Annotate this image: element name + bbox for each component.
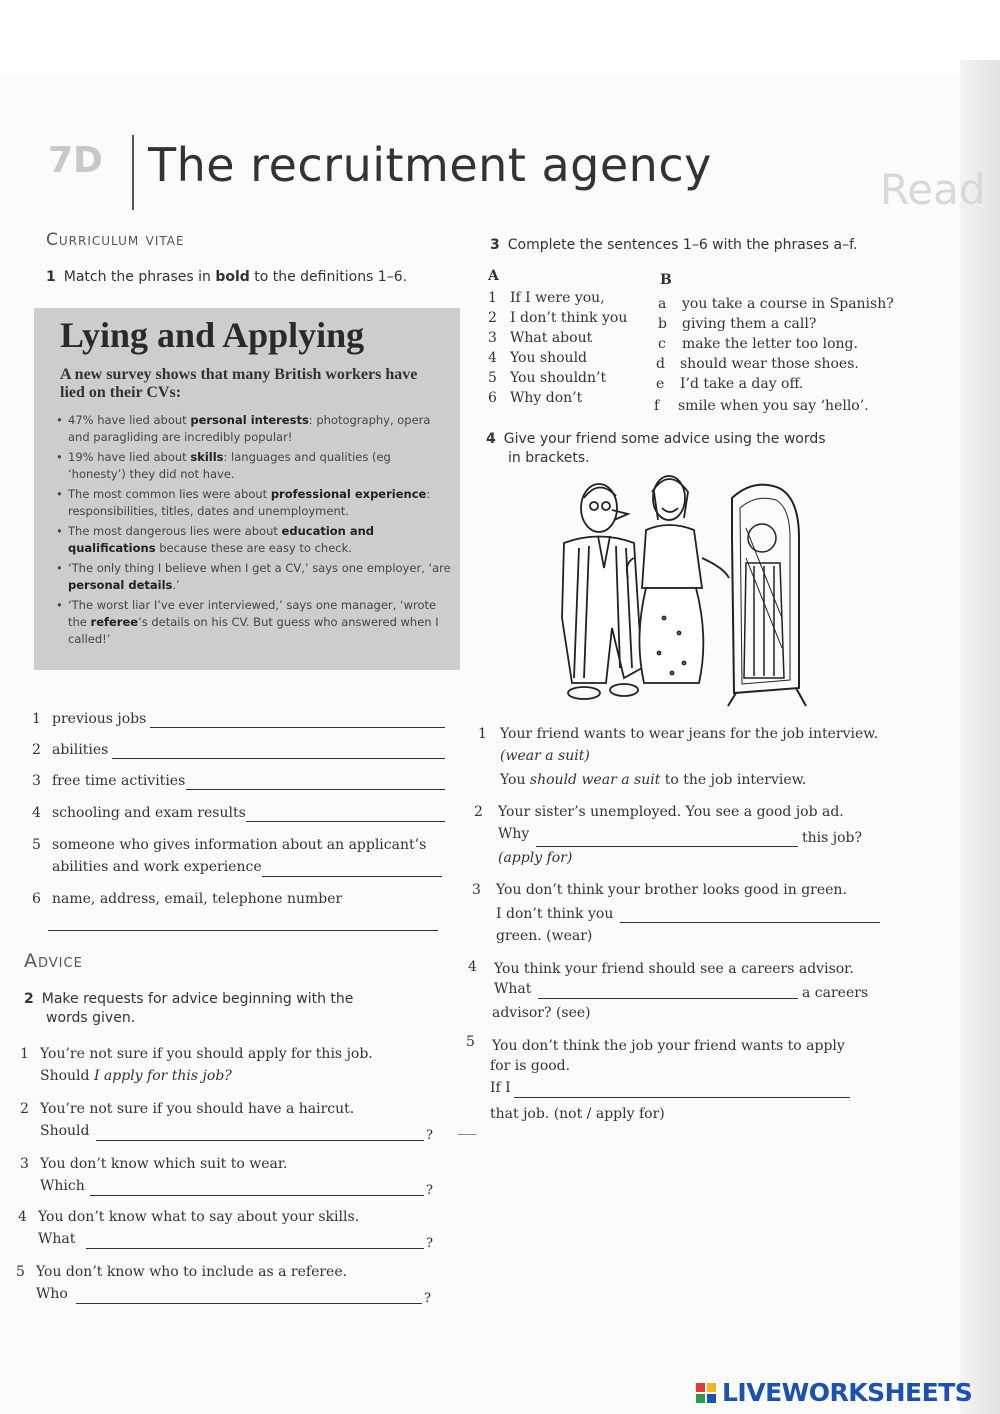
definition-text: free time activities <box>52 773 186 789</box>
a-item: 1 If I were you, <box>488 290 605 306</box>
item-start: I don’t think you <box>496 906 614 922</box>
item-number: 5 <box>32 837 41 853</box>
item-hint: advisor? (see) <box>492 1005 591 1021</box>
item-number: 1 <box>478 726 487 742</box>
item-prompt: for is good. <box>490 1058 571 1074</box>
definition-text: previous jobs <box>52 711 147 727</box>
definition-row <box>32 836 452 876</box>
item-start: What <box>38 1231 76 1247</box>
a-item: 6 Why don’t <box>488 390 583 406</box>
item-start: Why <box>498 826 530 842</box>
item-number: 1 <box>20 1046 29 1062</box>
item-end: this job? <box>802 830 862 846</box>
bullet-item: • The most common lies were about professional experience: responsibilities, titles, dates and unemployment. <box>56 487 431 518</box>
item-prompt: Your sister’s unemployed. You see a good job ad. <box>498 804 844 820</box>
bullet-item: • The most dangerous lies were about education and qualifications because these are easy to check. <box>56 524 375 555</box>
section-heading-cv: Curriculum vitae <box>46 230 185 250</box>
answer-line-1-5[interactable] <box>262 876 442 877</box>
man-figure <box>562 484 642 699</box>
example-answer: You should wear a suit to the job interview. <box>500 772 807 788</box>
b-item: d should wear those shoes. <box>656 356 859 372</box>
scan-mark <box>458 1134 476 1135</box>
item-start: If I <box>490 1080 511 1096</box>
item-number: 4 <box>468 959 477 975</box>
question-mark: ? <box>424 1291 431 1306</box>
bleed-through-heading: Read <box>880 165 986 214</box>
item-number: 3 <box>472 882 481 898</box>
item-prompt: You’re not sure if you should have a haircut. <box>40 1101 355 1117</box>
item-start: What <box>494 981 532 997</box>
advice-4-item-3 <box>472 878 882 950</box>
item-prompt: You don’t know what to say about your skills. <box>38 1209 360 1225</box>
instruction-text: in brackets. <box>508 450 590 466</box>
question-mark: ? <box>426 1128 433 1143</box>
answer-line-4-4[interactable] <box>538 998 798 999</box>
advice-item <box>16 1263 436 1303</box>
advice-item <box>20 1045 440 1085</box>
item-prompt: You don’t know who to include as a referee. <box>36 1264 348 1280</box>
a-item: 5 You shouldn’t <box>488 370 607 386</box>
item-number: 2 <box>20 1101 29 1117</box>
article-title: Lying and Applying <box>60 315 365 355</box>
item-start: Which <box>40 1178 85 1194</box>
item-start: Who <box>36 1286 68 1302</box>
item-number: 2 <box>474 804 483 820</box>
item-start: Should <box>40 1123 90 1139</box>
advice-4-item-1 <box>478 722 888 794</box>
woman-figure <box>627 476 729 683</box>
instruction-text: words given. <box>46 1010 136 1026</box>
item-hint: that job. (not / apply for) <box>490 1106 665 1122</box>
item-number: 4 <box>32 805 41 821</box>
article-bullets <box>56 412 451 651</box>
bullet-item: • ‘The worst liar I’ve ever interviewed,’ says one manager, ‘wrote the referee’s details on his CV. But guess who answered when I called!’ <box>56 598 439 646</box>
a-item: 2 I don’t think you <box>488 310 628 326</box>
instruction-text: to the definitions 1–6. <box>249 269 408 285</box>
item-prompt: You don’t know which suit to wear. <box>40 1156 288 1172</box>
bullet-item: • 47% have lied about personal interests: photography, opera and paragliding are incredibly popular! <box>56 413 431 444</box>
section-heading-advice: Advice <box>24 950 83 972</box>
bullet-item: • 19% have lied about skills: languages and qualities (eg ‘honesty’) they did not have. <box>56 450 391 481</box>
instruction-text: Complete the sentences 1–6 with the phrases a–f. <box>507 237 858 253</box>
cartoon-illustration <box>524 468 824 708</box>
question-mark: ? <box>426 1236 433 1251</box>
item-number: 5 <box>16 1264 25 1280</box>
definition-text: schooling and exam results <box>52 805 246 821</box>
b-item: a you take a course in Spanish? <box>658 296 894 312</box>
item-number: 5 <box>466 1034 475 1050</box>
item-hint: (wear a suit) <box>500 748 590 764</box>
item-number: 1 <box>32 711 41 727</box>
a-item: 3 What about <box>488 330 593 346</box>
item-prompt: Your friend wants to wear jeans for the job interview. <box>500 726 879 742</box>
question-mark: ? <box>426 1183 433 1198</box>
advice-item <box>20 1100 440 1140</box>
title-divider <box>132 135 134 210</box>
b-item: c make the letter too long. <box>658 336 858 352</box>
item-prompt: You think your friend should see a careers advisor. <box>494 961 854 977</box>
exercise-3-instruction <box>490 236 890 255</box>
answer-line-2-5[interactable] <box>76 1303 422 1304</box>
answer-line-1-1[interactable] <box>150 727 445 728</box>
exercise-number: 1 <box>46 269 56 285</box>
item-prompt: You don’t think your brother looks good in green. <box>496 882 847 898</box>
article-subtitle: A new survey shows that many British workers have lied on their CVs: <box>60 366 418 401</box>
item-end: a careers <box>802 985 869 1001</box>
answer-line-4-5[interactable] <box>514 1097 850 1098</box>
instruction-text: Match the phrases in <box>63 269 216 285</box>
instruction-bold: bold <box>215 269 250 285</box>
advice-4-item-2 <box>474 800 884 872</box>
advice-item <box>20 1155 440 1195</box>
example-answer: Should I apply for this job? <box>40 1068 232 1084</box>
exercise-number: 3 <box>490 237 500 253</box>
answer-line-1-2[interactable] <box>112 758 445 759</box>
b-item: b giving them a call? <box>658 316 817 332</box>
exercise-4-instruction <box>486 430 866 468</box>
item-prompt: You’re not sure if you should apply for this job. <box>40 1046 373 1062</box>
scan-top-margin <box>0 0 1000 75</box>
answer-line-2-3[interactable] <box>90 1195 424 1196</box>
exercise-number: 4 <box>486 431 496 447</box>
exercise-number: 2 <box>24 991 34 1007</box>
definition-text: name, address, email, telephone number <box>52 891 343 907</box>
answer-line-2-2[interactable] <box>96 1140 424 1141</box>
advice-4-item-5 <box>466 1030 876 1126</box>
article-box <box>34 308 460 670</box>
instruction-text: Make requests for advice beginning with the <box>41 991 354 1007</box>
definition-text: abilities and work experience <box>52 859 262 875</box>
answer-line-4-3[interactable] <box>620 922 880 923</box>
answer-line-2-4[interactable] <box>86 1248 424 1249</box>
mirror <box>728 485 806 706</box>
exercise-1-instruction <box>46 268 407 287</box>
a-item: 4 You should <box>488 350 588 366</box>
definition-text: abilities <box>52 742 109 758</box>
b-item: f smile when you say ‘hello’. <box>654 398 869 414</box>
item-hint: (apply for) <box>498 850 573 866</box>
answer-line-4-2[interactable] <box>536 846 798 847</box>
answer-line-1-4[interactable] <box>246 821 445 822</box>
item-number: 4 <box>18 1209 27 1225</box>
advice-4-item-4 <box>468 955 878 1027</box>
page-title: The recruitment agency <box>148 138 712 192</box>
item-prompt: You don’t think the job your friend wants to apply <box>492 1038 845 1054</box>
item-number: 3 <box>32 773 41 789</box>
liveworksheets-logo[interactable]: LIVEWORKSHEETS <box>722 1378 973 1407</box>
b-item: e I’d take a day off. <box>656 376 804 392</box>
definition-text: someone who gives information about an applicant’s <box>52 837 427 853</box>
column-b-header: B <box>660 272 672 288</box>
item-number: 2 <box>32 742 41 758</box>
column-a-header: A <box>488 268 499 284</box>
page-edge-shadow <box>960 60 1000 1414</box>
answer-line-1-3[interactable] <box>186 789 445 790</box>
item-number: 3 <box>20 1156 29 1172</box>
instruction-text: Give your friend some advice using the words <box>503 431 826 447</box>
liveworksheets-icon <box>696 1383 718 1403</box>
item-number: 6 <box>32 891 41 907</box>
advice-item <box>18 1208 438 1248</box>
item-hint: green. (wear) <box>496 928 593 944</box>
exercise-2-instruction <box>24 990 404 1028</box>
bullet-item: • ‘The only thing I believe when I get a CV,’ says one employer, ‘are personal details.’ <box>56 561 451 592</box>
unit-label: 7D <box>48 140 103 181</box>
answer-line-1-6[interactable] <box>48 930 438 931</box>
